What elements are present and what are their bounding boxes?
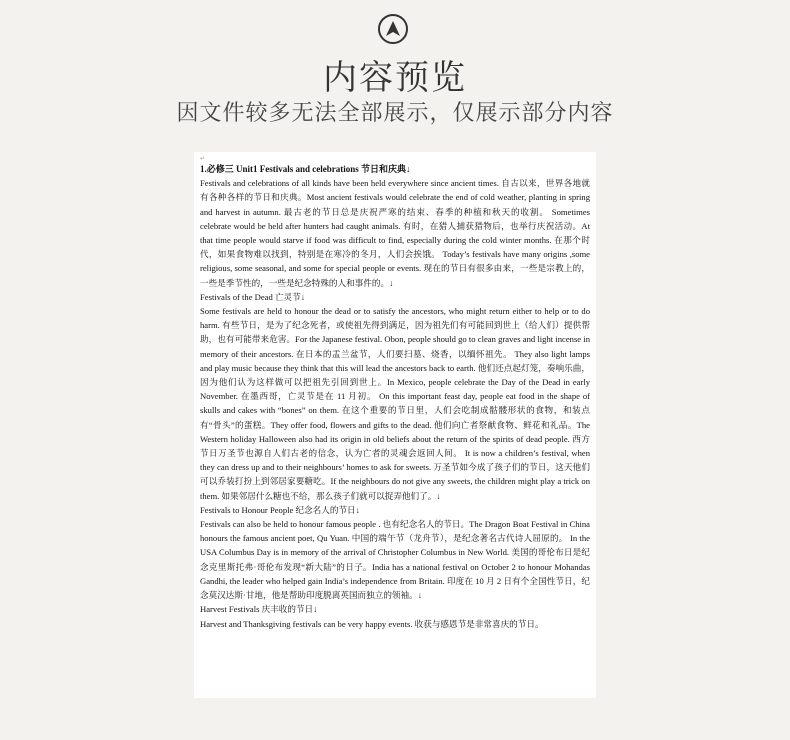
section-heading: Festivals of the Dead 亡灵节↓ — [200, 291, 306, 302]
section-heading: Harvest Festivals 庆丰收的节日↓ — [200, 604, 318, 615]
paragraph: Harvest and Thanksgiving festivals can be very happy events. 收获与感恩节是非常喜庆的节日。 — [200, 618, 544, 629]
compass-arrow-icon — [378, 14, 408, 44]
document-heading: 1.必修三 Unit1 Festivals and celebrations 节日和庆典↓ — [200, 164, 411, 174]
page-title: 内容预览 — [323, 58, 467, 98]
document-preview — [194, 152, 596, 698]
paragraph: Festivals and celebrations of all kinds have been held everywhere since ancient times. 自古以来，世界各地就有各种各样的节日和庆典。Most ancient festivals would celebrate the end of cold weather, planting in spring and harvest in autumn. 最古老的节日总是庆祝严寒的结束、春季的种植和秋天的收割。 Sometimes celebrate would be held after hunters had caught animals. 有时，在猎人捕获猎物后，也举行庆祝活动。At that time people would starve if food was difficult to find, especially during the cold winter months. 在那个时代，如果食物难以找到，特别是在寒冷的冬月，人们会挨饿。 Today’s festivals have many origins ,some religious, some seasonal, and some for special people or events. 现在的节日有很多由来，一些是宗教上的，一些是季节性的，一些是纪念特殊的人和事件的。↓ — [200, 178, 590, 288]
paragraph: Festivals can also be held to honour famous people . 也有纪念名人的节日。The Dragon Boat Festival in China honours the famous ancient poet, Qu Yuan. 中国的端午节（龙舟节），是纪念著名古代诗人屈原的。 In the USA Columbus Day is in memory of the arrival of Christopher Columbus in New World. 美国的哥伦布日是纪念克里斯托弗·哥伦布发现“新大陆”的日子。India has a national festival on October 2 to honour Mohandas Gandhi, the leader who helped gain India’s independence from Britain. 印度在 10 月 2 日有个全国性节日，纪念莫汉达斯·甘地，他是帮助印度脱离英国而独立的领袖。↓ — [200, 519, 590, 601]
paragraph: Some festivals are held to honour the dead or to satisfy the ancestors, who might return either to help or to do harm. 有些节日，是为了纪念死者，或使祖先得到满足，因为祖先们有可能回到世上（给人们）提供帮助，也有可能带来危害。For the Japanese festival. Obon, people should go to clean graves and light incense in memory of their ancestors. 在日本的盂兰盆节，人们要扫墓、烧香，以缅怀祖先。 They also light lamps and play music because they think that this will lead the ancestors back to earth. 他们还点起灯笼，奏响乐曲，因为他们认为这样做可以把祖先引回到世上。In Mexico, people celebrate the Day of the Dead in early November. 在墨西哥，亡灵节是在 11 月初。 On this important feast day, people eat food in the shape of skulls and cakes with “bones” on them. 在这个重要的节日里，人们会吃制成骷髅形状的食物，和装点有“骨头”的蛋糕。They offer food, flowers and gifts to the dead. 他们向亡者祭献食物、鲜花和礼品。The Western holiday Halloween also had its origin in old beliefs about the return of the spirits of dead people. 西方节日万圣节也源自人们古老的信念，认为亡者的灵魂会返回人间。 It is now a children’s festival, when they can dress up and to their neighbours’ homes to ask for sweets. 万圣节如今成了孩子们的节日，这天他们可以乔装打扮上到邻居家要糖吃。If the neighbours do not give any sweets, the children might play a trick on them. 如果邻居什么糖也不给，那么孩子们就可以捉弄他们了。↓ — [200, 306, 590, 501]
preview-header — [0, 0, 790, 150]
page-subtitle: 因文件较多无法全部展示，仅展示部分内容 — [176, 101, 614, 126]
paragraph-mark: ↵ — [200, 155, 206, 162]
section-heading: Festivals to Honour People 纪念名人的节日↓ — [200, 504, 360, 515]
